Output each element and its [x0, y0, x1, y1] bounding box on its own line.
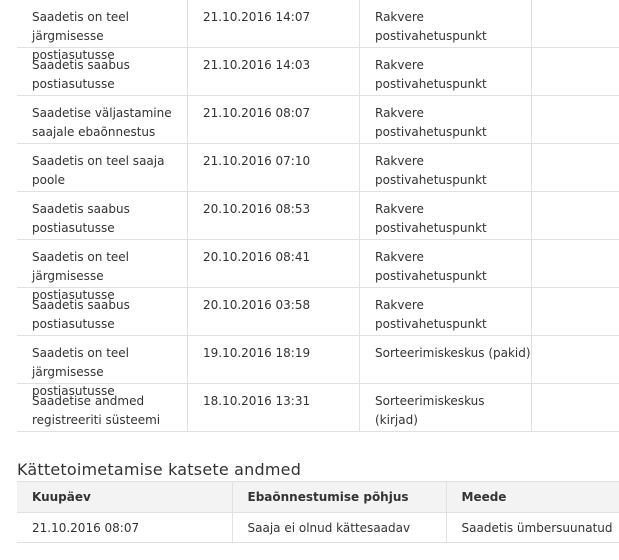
event-status-line: Saadetise väljastamine: [32, 106, 172, 120]
event-location: [360, 48, 532, 95]
event-status-line: Saadetis on teel: [32, 250, 129, 264]
event-location-line: Rakvere: [375, 58, 424, 72]
event-extra: [532, 240, 619, 287]
event-status-line: Saadetise andmed: [32, 394, 145, 408]
event-datetime: 21.10.2016 08:07: [188, 96, 360, 143]
event-extra: [532, 144, 619, 191]
event-status-line: Saadetis on teel: [32, 346, 129, 360]
event-location-line: Rakvere: [375, 154, 424, 168]
event-extra: [532, 384, 619, 431]
table-row: [17, 144, 619, 192]
event-location: [360, 288, 532, 335]
table-row: [17, 336, 619, 398]
event-datetime: 21.10.2016 14:07: [188, 0, 360, 47]
event-status-line: järgmisesse postiasutusse: [32, 365, 115, 398]
event-location-line: postivahetuspunkt: [375, 173, 487, 187]
event-status-line: poole: [32, 173, 66, 187]
event-location-line: postivahetuspunkt: [375, 125, 487, 139]
event-status-line: Saadetis on teel: [32, 10, 129, 24]
event-location-line: Rakvere: [375, 106, 424, 120]
event-location-line: postivahetuspunkt: [375, 77, 487, 91]
event-location-line: Sorteerimiskeskus (kirjad): [375, 394, 485, 427]
event-datetime: 20.10.2016 03:58: [188, 288, 360, 335]
event-extra: [532, 96, 619, 143]
event-datetime: 18.10.2016 13:31: [188, 384, 360, 431]
event-status-line: postiasutusse: [32, 317, 115, 331]
table-row: [17, 192, 619, 240]
delivery-attempts-table: [17, 481, 619, 543]
attempt-reason: Saaja ei olnud kättesaadav: [232, 513, 446, 543]
event-status-line: Saadetis on teel saaja: [32, 154, 165, 168]
event-datetime: 19.10.2016 18:19: [188, 336, 360, 383]
column-header-date: Kuupäev: [17, 482, 232, 513]
event-extra: [532, 192, 619, 239]
event-status-line: registreeriti süsteemi: [32, 413, 161, 427]
event-status-line: järgmisesse postiasutusse: [32, 29, 115, 62]
table-row: [17, 288, 619, 336]
attempt-action: Saadetis ümbersuunatud: [446, 513, 619, 543]
event-location: [360, 384, 532, 431]
event-status-line: postiasutusse: [32, 77, 115, 91]
event-extra: [532, 336, 619, 383]
event-location-line: Rakvere: [375, 250, 424, 264]
delivery-attempts-title: Kättetoimetamise katsete andmed: [17, 460, 302, 479]
event-status-line: Saadetis saabus: [32, 298, 130, 312]
event-datetime: 21.10.2016 14:03: [188, 48, 360, 95]
column-header-reason: Ebaõnnestumise põhjus: [232, 482, 446, 513]
event-location: [360, 0, 532, 47]
event-status: [17, 336, 188, 398]
column-header-action: Meede: [446, 482, 619, 513]
event-location-line: postivahetuspunkt: [375, 269, 487, 283]
event-status: [17, 384, 188, 431]
event-location: [360, 336, 532, 383]
table-row: [17, 0, 619, 62]
event-status-line: Saadetis saabus: [32, 202, 130, 216]
table-row: [17, 96, 619, 144]
event-location-line: Rakvere: [375, 10, 424, 24]
event-location-line: postivahetuspunkt: [375, 221, 487, 235]
event-status: [17, 192, 188, 239]
event-location-line: Sorteerimiskeskus (pakid): [375, 346, 531, 360]
event-location-line: Rakvere: [375, 298, 424, 312]
event-datetime: 20.10.2016 08:41: [188, 240, 360, 287]
event-location: [360, 96, 532, 143]
event-location: [360, 144, 532, 191]
table-header-row: [17, 482, 619, 513]
event-extra: [532, 48, 619, 95]
event-location-line: Rakvere: [375, 202, 424, 216]
table-row: [17, 384, 619, 432]
event-status: [17, 48, 188, 95]
table-row: [17, 240, 619, 302]
event-datetime: 20.10.2016 08:53: [188, 192, 360, 239]
event-status-line: saajale ebaõnnestus: [32, 125, 156, 139]
event-status: [17, 96, 188, 143]
event-extra: [532, 0, 619, 47]
table-row: [17, 48, 619, 96]
event-location: [360, 192, 532, 239]
event-status-line: postiasutusse: [32, 221, 115, 235]
event-status: [17, 0, 188, 62]
event-location-line: postivahetuspunkt: [375, 317, 487, 331]
attempt-date: 21.10.2016 08:07: [17, 513, 232, 543]
event-datetime: 21.10.2016 07:10: [188, 144, 360, 191]
event-status-line: järgmisesse postiasutusse: [32, 269, 115, 302]
tracking-events-table: [17, 0, 619, 432]
event-status: [17, 288, 188, 335]
event-status: [17, 144, 188, 191]
table-row: [17, 513, 619, 543]
event-location: [360, 240, 532, 287]
event-extra: [532, 288, 619, 335]
event-status: [17, 240, 188, 302]
event-location-line: postivahetuspunkt: [375, 29, 487, 43]
event-status-line: Saadetis saabus: [32, 58, 130, 72]
